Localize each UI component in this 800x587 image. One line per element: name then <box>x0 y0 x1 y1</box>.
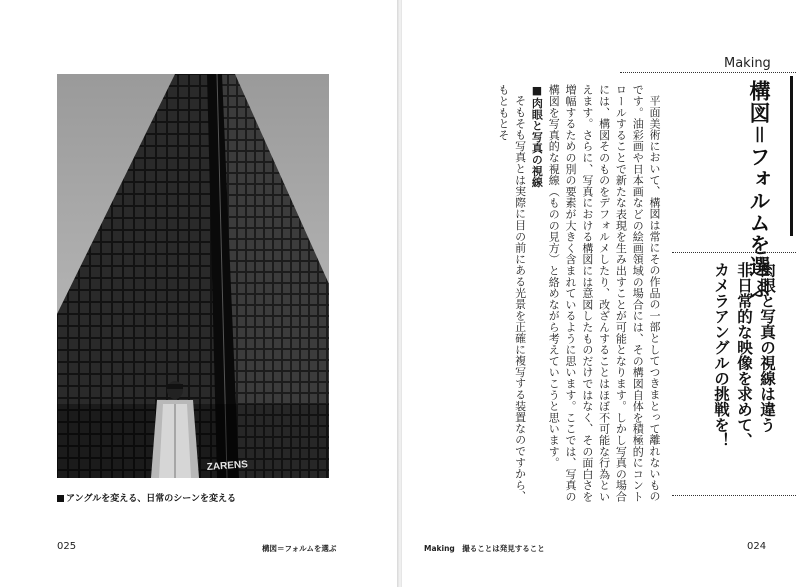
section-tag: Making <box>724 56 771 71</box>
right-page <box>402 0 800 587</box>
subheading: ■肉眼と写真の視線 <box>530 84 544 188</box>
divider-top <box>620 72 796 73</box>
caption-square-icon <box>57 495 64 502</box>
title-bar <box>790 76 793 236</box>
body-paragraph: 平面美術において、構図は常にその作品の一部としてつきまとって離れないものです。油彩画や日本画などの絵画領域の場合には、その構図自体を積極的にコントロールすることで新たな表現を生み出すことが可能となります。しかし写真の場合には、構図そのものをデフォルメしたり、改ざんすることはほぼ不可能な行為といえます。さらに、写真における構図には意図したものだけではなく、その面白さを増幅するための別の要素が大きく含まれているように思います。ここでは、写真の構図を写真的な視線（ものの見方）と絡めながら考えていこうと思います。 <box>547 84 661 503</box>
lede-line-3: カメラアングルの挑戦を！ <box>712 262 730 448</box>
right-running-head: Making 撮ることは発見すること <box>424 544 545 553</box>
chapter-title: 構図＝フォルムを選ぶ <box>747 80 771 300</box>
lede-line-2: 非日常的な映像を求めて、 <box>735 262 753 448</box>
svg-text:ZARENS: ZARENS <box>206 459 249 473</box>
divider-bottom <box>672 495 796 496</box>
left-folio: 025 <box>57 541 77 552</box>
photo-caption: アングルを変える、日常のシーンを変える <box>57 491 236 504</box>
left-running-head: 構図＝フォルムを選ぶ <box>262 544 337 553</box>
lede-line-1: 肉眼と写真の視線は違う <box>758 262 776 433</box>
body-paragraph-2: そもそも写真とは実際に目の前にある光景を正確に複写する装置なのですから、もともとそ <box>496 84 527 502</box>
right-folio: 024 <box>747 541 767 552</box>
divider-middle <box>672 252 796 253</box>
skyscraper-photo <box>57 74 329 478</box>
body-text <box>452 84 662 508</box>
lede <box>678 262 778 487</box>
left-page <box>0 0 398 587</box>
